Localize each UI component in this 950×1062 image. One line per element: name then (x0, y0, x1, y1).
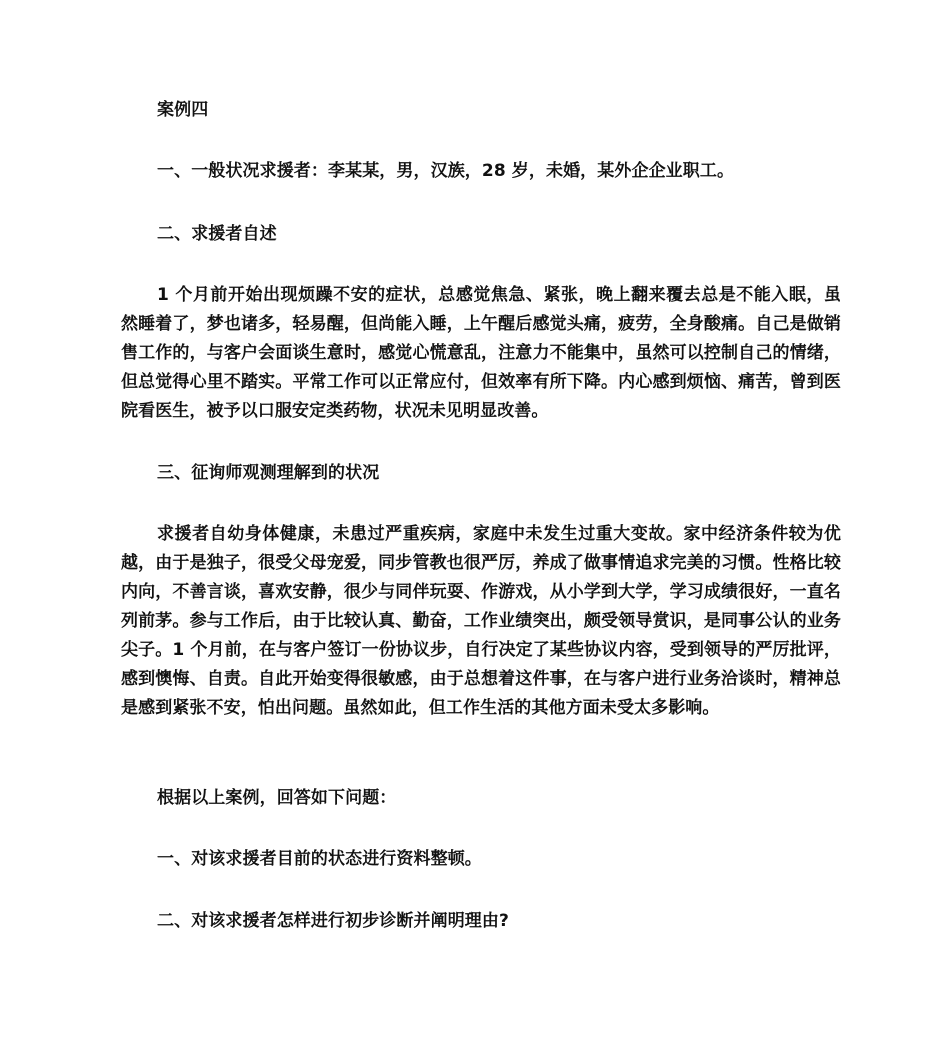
general-info-line: 一、一般状况求援者：李某某，男，汉族，28 岁，未婚，某外企企业职工。 (157, 161, 735, 181)
question-prompt: 根据以上案例，回答如下问题： (157, 788, 397, 808)
self-report-heading: 二、求援者自述 (157, 224, 277, 244)
case-title: 案例四 (157, 100, 209, 120)
question-1: 一、对该求援者目前的状态进行资料整顿。 (157, 849, 482, 869)
question-2: 二、对该求援者怎样进行初步诊断并阐明理由? (157, 911, 509, 931)
observation-paragraph: 求援者自幼身体健康，未患过严重疾病，家庭中未发生过重大变故。家中经济条件较为优越，由于是独子，很受父母宠爱，同步管教也很严厉，养成了做事情追求完美的习惯。性格比较内向，不善言谈，喜欢安静，很少与同伴玩耍、作游戏，从小学到大学，学习成绩很好，一直名列前茅。参与工作后，由于比较认真、勤奋，工作业绩突出，颇受领导赏识，是同事公认的业务尖子。1 个月前，在与客户签订一份协议步，自行决定了某些协议内容，受到领导的严厉批评，感到懊悔、自责。自此开始变得很敏感，由于总想着这件事，在与客户进行业务洽谈时，精神总是感到紧张不安，怕出问题。虽然如此，但工作生活的其他方面未受太多影响。 (121, 524, 841, 718)
self-report-paragraph: 1 个月前开始出现烦躁不安的症状，总感觉焦急、紧张，晚上翻来覆去总是不能入眠，虽然睡着了，梦也诸多，轻易醒，但尚能入睡，上午醒后感觉头痛，疲劳，全身酸痛。自己是做销售工作的，与客户会面谈生意时，感觉心慌意乱，注意力不能集中，虽然可以控制自己的情绪，但总觉得心里不踏实。平常工作可以正常应付，但效率有所下降。内心感到烦恼、痛苦，曾到医院看医生，被予以口服安定类药物，状况未见明显改善。 (121, 285, 841, 421)
observation-heading: 三、征询师观测理解到的状况 (157, 463, 380, 483)
